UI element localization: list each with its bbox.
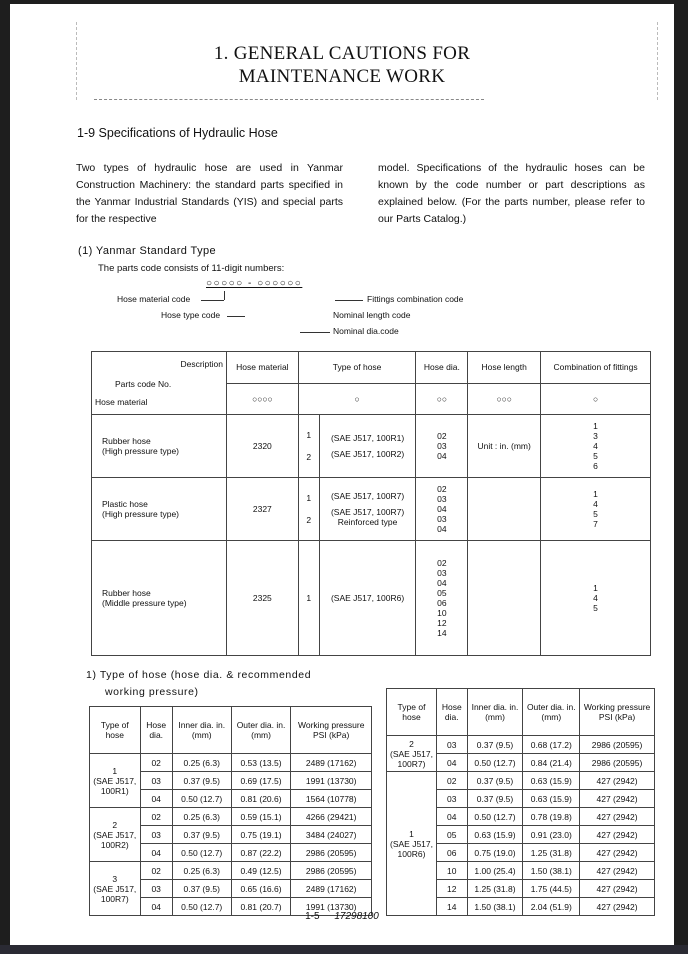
spec-cell: 1.50 (38.1) — [467, 898, 523, 916]
fitting-value: 1 — [593, 421, 598, 431]
spec-cell: 0.81 (20.6) — [231, 790, 291, 808]
spec-header: Outer dia. in. (mm) — [523, 689, 580, 736]
spec-cell: 0.50 (12.7) — [172, 790, 231, 808]
spec-cell: 04 — [140, 790, 172, 808]
spec-cell: 4266 (29421) — [291, 808, 372, 826]
spec-hose-type-line: 3 — [112, 873, 118, 884]
spec-hose-type-line: 100R2) — [100, 839, 129, 850]
spec-cell: 1.00 (25.4) — [467, 862, 523, 880]
spec-cell: 0.78 (19.8) — [523, 808, 580, 826]
hose-dia-value: 04 — [437, 451, 447, 461]
spec-cell: 0.50 (12.7) — [172, 844, 231, 862]
leader-line — [335, 300, 363, 301]
spec-cell: 0.69 (17.5) — [231, 772, 291, 790]
spec-cell: 427 (2942) — [580, 844, 655, 862]
material-line: Rubber hose — [102, 436, 151, 446]
spec-cell: 0.37 (9.5) — [172, 880, 231, 898]
type-desc-line: (SAE J517, 100R6) — [330, 593, 405, 603]
spec-cell: 2489 (17162) — [291, 880, 372, 898]
hose-dia-value: 14 — [437, 628, 447, 638]
header-hose-material: Hose material — [227, 352, 299, 384]
header-description: Description — [180, 359, 223, 369]
spec-cell: 0.65 (16.6) — [231, 880, 291, 898]
spec-hose-type — [90, 754, 141, 808]
table-header-row — [92, 352, 651, 384]
spec-cell: 2986 (20595) — [580, 754, 655, 772]
spec-hose-type-line: 2 — [409, 738, 414, 749]
table-row — [92, 478, 651, 541]
spec-sub-heading — [86, 667, 311, 701]
hose-length-cell — [468, 478, 541, 541]
material-line: Rubber hose — [102, 588, 151, 598]
hose-material-name — [92, 541, 227, 656]
type-desc-line: Reinforced type — [337, 517, 398, 527]
spec-cell: 0.37 (9.5) — [467, 736, 523, 754]
spec-cell: 0.53 (13.5) — [231, 754, 291, 772]
table-row — [92, 415, 651, 478]
spec-hose-type — [387, 736, 437, 772]
spec-cell: 427 (2942) — [580, 898, 655, 916]
hose-dia-value: 04 — [437, 524, 447, 534]
spec-hose-type-line: (SAE J517, — [390, 838, 433, 849]
hose-type-desc — [319, 541, 416, 656]
spec-sub-heading-line-2: working pressure) — [105, 686, 199, 698]
standard-type-heading: (1) Yanmar Standard Type — [78, 245, 217, 257]
spec-cell: 0.63 (15.9) — [523, 790, 580, 808]
document-number: 17298100 — [334, 911, 379, 922]
spec-cell: 2986 (20595) — [580, 736, 655, 754]
material-line: (High pressure type) — [102, 446, 180, 456]
fitting-value: 5 — [593, 451, 598, 461]
fittings-list — [541, 541, 651, 656]
spec-cell: 02 — [140, 862, 172, 880]
title-line-1: 1. GENERAL CAUTIONS FOR — [213, 43, 471, 64]
spec-hose-type-line: (SAE J517, — [93, 829, 137, 840]
fittings-list — [541, 478, 651, 541]
spec-cell: 0.63 (15.9) — [523, 772, 580, 790]
spec-row — [387, 736, 655, 754]
hose-dia-value: 03 — [437, 441, 447, 451]
spec-cell: 02 — [437, 772, 468, 790]
spec-cell: 0.37 (9.5) — [172, 826, 231, 844]
spec-cell: 2986 (20595) — [291, 844, 372, 862]
hose-code-table — [91, 351, 651, 656]
fitting-value: 4 — [593, 441, 598, 451]
type-desc-line: (SAE J517, 100R7) — [330, 507, 405, 517]
intro-paragraph-right: model. Specifications of the hydraulic hoses can be known by the code number or part descriptions as explained below. (For the parts number, please refer to our Parts Catalog.) — [378, 162, 645, 225]
spec-cell: 0.25 (6.3) — [172, 754, 231, 772]
spec-hose-type-line: 2 — [112, 819, 118, 830]
label-dia-code: Nominal dia.code — [333, 326, 399, 336]
spec-cell: 0.63 (15.9) — [467, 826, 523, 844]
spec-cell: 12 — [437, 880, 468, 898]
fitting-value: 6 — [593, 461, 598, 471]
spec-cell: 04 — [437, 808, 468, 826]
hose-dia-value: 03 — [437, 494, 447, 504]
hose-type-no — [298, 541, 319, 656]
intro-paragraph-left: Two types of hydraulic hose are used in Yanmar Construction Machinery: the standard parts specified in the Yanmar Industrial Standards (YIS) and special parts for the respective — [76, 162, 343, 225]
hose-dia-list — [416, 478, 468, 541]
spec-hose-type-line: 1 — [409, 828, 414, 839]
spec-cell: 04 — [140, 898, 172, 916]
type-desc — [323, 488, 413, 504]
hose-dia-value: 04 — [437, 578, 447, 588]
spec-cell: 0.75 (19.0) — [467, 844, 523, 862]
spec-hose-type-line: 100R6) — [397, 848, 426, 859]
code-placeholder: ○ — [298, 383, 416, 415]
spec-cell: 1.25 (31.8) — [467, 880, 523, 898]
leader-line — [227, 316, 245, 317]
fitting-value: 4 — [593, 499, 598, 509]
spec-cell: 0.25 (6.3) — [172, 862, 231, 880]
spec-hose-type — [90, 808, 141, 862]
type-no: 1 — [306, 430, 312, 440]
hose-length-cell — [468, 541, 541, 656]
hose-type-desc — [319, 478, 416, 541]
spec-hose-type-line: (SAE J517, — [93, 775, 137, 786]
spec-cell: 1564 (10778) — [291, 790, 372, 808]
spec-header-row — [387, 689, 655, 736]
document-page — [10, 4, 674, 945]
spec-cell: 427 (2942) — [580, 772, 655, 790]
spec-row — [90, 754, 372, 772]
spec-cell: 0.37 (9.5) — [467, 790, 523, 808]
spec-cell: 2986 (20595) — [291, 862, 372, 880]
hose-dia-value: 05 — [437, 588, 447, 598]
spec-header: Inner dia. in. (mm) — [172, 707, 231, 754]
fitting-value: 5 — [593, 603, 598, 613]
spec-cell: 0.37 (9.5) — [467, 772, 523, 790]
page-title — [10, 42, 674, 88]
code-intro: The parts code consists of 11-digit numbers: — [98, 263, 285, 274]
spec-cell: 3484 (24027) — [291, 826, 372, 844]
hose-dia-list — [416, 541, 468, 656]
code-placeholder: ○○ — [416, 383, 468, 415]
spec-cell: 0.25 (6.3) — [172, 808, 231, 826]
spec-hose-type — [387, 772, 437, 916]
spec-cell: 1.50 (38.1) — [523, 862, 580, 880]
spec-cell: 03 — [437, 790, 468, 808]
viewer-bottom-bar — [0, 945, 688, 954]
label-hose-material-code: Hose material code — [117, 294, 191, 304]
fitting-value: 1 — [593, 583, 598, 593]
spec-header: Hose dia. — [140, 707, 172, 754]
spec-header: Type of hose — [90, 707, 141, 754]
hose-dia-value: 03 — [437, 514, 447, 524]
hose-dia-value: 06 — [437, 598, 447, 608]
spec-cell: 427 (2942) — [580, 808, 655, 826]
hose-dia-list — [416, 415, 468, 478]
type-desc-line: (SAE J517, 100R7) — [330, 491, 405, 501]
hose-material-name — [92, 478, 227, 541]
code-placeholder: ○○○ — [468, 383, 541, 415]
spec-header: Outer dia. in. (mm) — [231, 707, 291, 754]
spec-header: Working pressure PSI (kPa) — [291, 707, 372, 754]
spec-cell: 03 — [140, 826, 172, 844]
spec-row — [90, 862, 372, 880]
spec-header-row — [90, 707, 372, 754]
hose-dia-value: 02 — [437, 431, 447, 441]
header-hose-length: Hose length — [468, 352, 541, 384]
spec-cell: 2.04 (51.9) — [523, 898, 580, 916]
spec-cell: 1991 (13730) — [291, 898, 372, 916]
spec-cell: 05 — [437, 826, 468, 844]
unit-note: Unit : in. (mm) — [468, 415, 541, 478]
corner-parts-code: Parts code No. — [115, 379, 172, 389]
spec-cell: 10 — [437, 862, 468, 880]
hose-type-desc — [319, 415, 416, 478]
spec-cell: 0.91 (23.0) — [523, 826, 580, 844]
code-pattern: ○○○○○ - ○○○○○○ — [206, 278, 303, 289]
leader-line — [201, 300, 224, 301]
material-line: (Middle pressure type) — [102, 598, 187, 608]
fitting-value: 5 — [593, 509, 598, 519]
spec-hose-type-line: (SAE J517, — [93, 883, 137, 894]
spec-cell: 0.50 (12.7) — [172, 898, 231, 916]
spec-hose-type-line: 1 — [112, 765, 118, 776]
type-no: 1 — [306, 493, 312, 503]
spec-cell: 1.75 (44.5) — [523, 880, 580, 898]
spec-cell: 0.75 (19.1) — [231, 826, 291, 844]
header-hose-dia: Hose dia. — [416, 352, 468, 384]
spec-hose-type-line: 100R1) — [100, 785, 129, 796]
hose-dia-value: 12 — [437, 618, 447, 628]
spec-table-left — [89, 706, 372, 916]
section-heading: 1-9 Specifications of Hydraulic Hose — [77, 126, 278, 140]
spec-sub-heading-line-1: 1) Type of hose (hose dia. & recommended — [86, 669, 312, 681]
type-no: 1 — [306, 593, 312, 603]
spec-cell: 03 — [437, 736, 468, 754]
header-combination-of-fittings: Combination of fittings — [541, 352, 651, 384]
spec-cell: 427 (2942) — [580, 862, 655, 880]
fitting-value: 4 — [593, 593, 598, 603]
material-line: Plastic hose — [102, 499, 148, 509]
spec-row — [387, 772, 655, 790]
hose-type-no — [298, 415, 319, 478]
hose-material-code-value: 2320 — [227, 415, 299, 478]
spec-header: Hose dia. — [437, 689, 468, 736]
hose-dia-value: 02 — [437, 558, 447, 568]
type-desc — [323, 590, 413, 606]
spec-hose-type-line: (SAE J517, — [390, 748, 433, 759]
spec-cell: 04 — [437, 754, 468, 772]
type-desc-line: (SAE J517, 100R1) — [330, 433, 405, 443]
title-line-2: MAINTENANCE WORK — [238, 66, 446, 87]
header-type-of-hose: Type of hose — [298, 352, 416, 384]
table-row — [92, 541, 651, 656]
spec-cell: 04 — [140, 844, 172, 862]
type-desc — [323, 446, 413, 462]
spec-cell: 2489 (17162) — [291, 754, 372, 772]
page-footer — [10, 911, 674, 922]
type-desc — [323, 504, 413, 530]
label-hose-type-code: Hose type code — [161, 310, 221, 320]
hose-dia-value: 10 — [437, 608, 447, 618]
spec-cell: 0.50 (12.7) — [467, 808, 523, 826]
label-fittings-code: Fittings combination code — [367, 294, 464, 304]
spec-cell: 02 — [140, 808, 172, 826]
type-no: 2 — [306, 515, 312, 525]
spec-cell: 0.37 (9.5) — [172, 772, 231, 790]
spec-cell: 0.84 (21.4) — [523, 754, 580, 772]
leader-line — [300, 332, 330, 333]
corner-cell — [92, 352, 227, 415]
spec-cell: 02 — [140, 754, 172, 772]
spec-cell: 0.81 (20.7) — [231, 898, 291, 916]
hose-material-code-value: 2327 — [227, 478, 299, 541]
fitting-value: 1 — [593, 489, 598, 499]
spec-header: Working pressure PSI (kPa) — [580, 689, 655, 736]
spec-cell: 427 (2942) — [580, 880, 655, 898]
spec-header: Inner dia. in. (mm) — [467, 689, 523, 736]
hose-dia-value: 04 — [437, 504, 447, 514]
fitting-value: 3 — [593, 431, 598, 441]
spec-header: Type of hose — [387, 689, 437, 736]
fitting-value: 7 — [593, 519, 598, 529]
corner-hose-material: Hose material — [95, 397, 148, 407]
spec-cell: 427 (2942) — [580, 826, 655, 844]
type-desc — [323, 430, 413, 446]
hose-material-name — [92, 415, 227, 478]
hose-material-code-value: 2325 — [227, 541, 299, 656]
spec-cell: 1.25 (31.8) — [523, 844, 580, 862]
material-line: (High pressure type) — [102, 509, 180, 519]
spec-cell: 03 — [140, 772, 172, 790]
spec-cell: 1991 (13730) — [291, 772, 372, 790]
spec-cell: 06 — [437, 844, 468, 862]
spec-hose-type — [90, 862, 141, 916]
fittings-list — [541, 415, 651, 478]
spec-cell: 0.50 (12.7) — [467, 754, 523, 772]
spec-cell: 427 (2942) — [580, 790, 655, 808]
hose-dia-value: 03 — [437, 568, 447, 578]
spec-cell: 0.87 (22.2) — [231, 844, 291, 862]
spec-row — [90, 808, 372, 826]
title-rule — [94, 99, 484, 100]
spec-hose-type-line: 100R7) — [100, 893, 129, 904]
page-number: 1-5 — [305, 911, 320, 922]
hose-dia-value: 02 — [437, 484, 447, 494]
spec-cell: 0.68 (17.2) — [523, 736, 580, 754]
spec-cell: 03 — [140, 880, 172, 898]
spec-cell: 0.59 (15.1) — [231, 808, 291, 826]
spec-table-right — [386, 688, 655, 916]
spec-cell: 0.49 (12.5) — [231, 862, 291, 880]
type-no: 2 — [306, 452, 312, 462]
code-placeholder: ○ — [541, 383, 651, 415]
leader-line — [224, 291, 225, 300]
label-length-code: Nominal length code — [333, 310, 411, 320]
hose-type-no — [298, 478, 319, 541]
spec-cell: 14 — [437, 898, 468, 916]
type-desc-line: (SAE J517, 100R2) — [330, 449, 405, 459]
code-placeholder: ○○○○ — [227, 383, 299, 415]
spec-hose-type-line: 100R7) — [397, 758, 426, 769]
